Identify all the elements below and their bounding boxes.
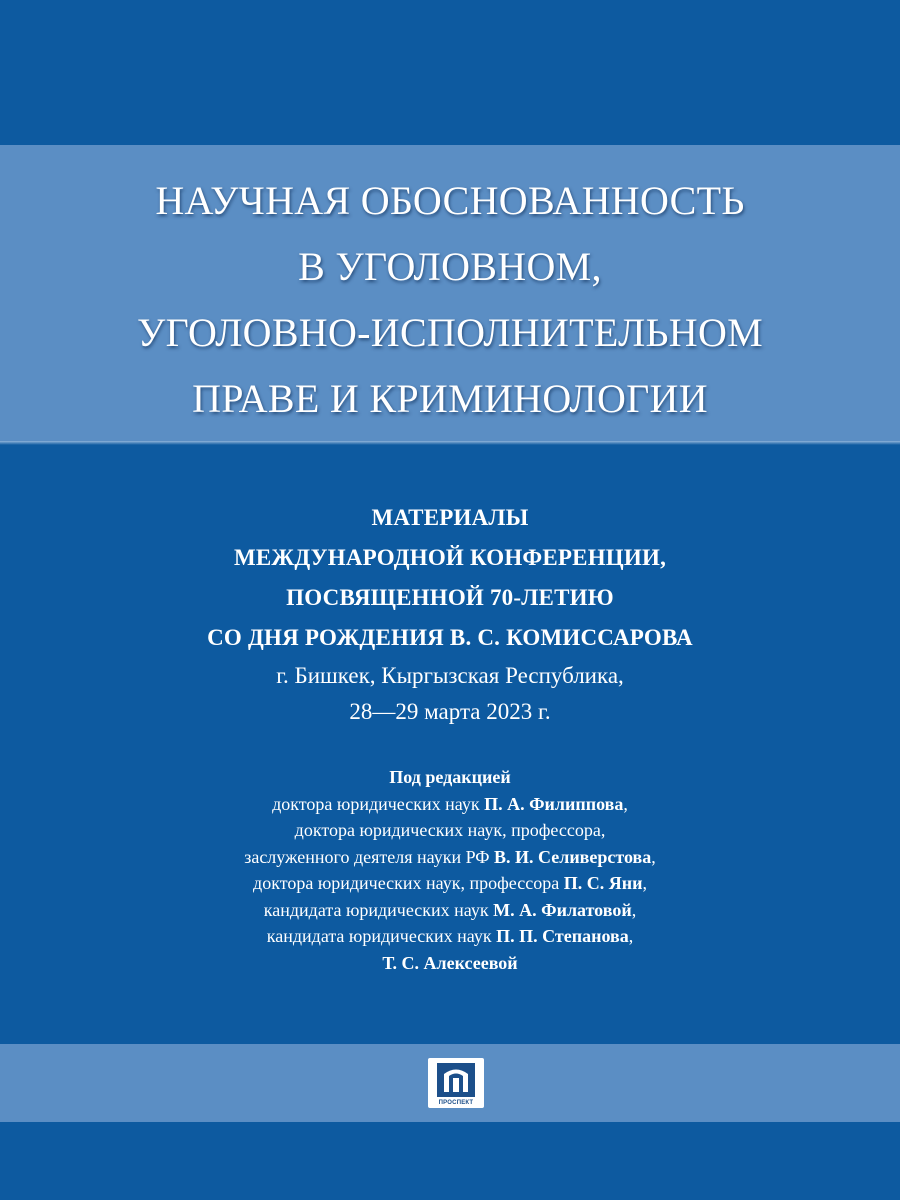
place-line: г. Бишкек, Кыргызская Республика, [276,663,624,688]
editor-punct: , [623,793,628,814]
editor-credentials: кандидата юридических наук [263,899,494,920]
editor-line [0,844,900,871]
editor-credentials: доктора юридических наук [272,793,485,814]
conference-subtitle [0,498,900,658]
subtitle-line: СО ДНЯ РОЖДЕНИЯ В. С. КОМИССАРОВА [207,625,693,650]
title-line: ПРАВЕ И КРИМИНОЛОГИИ [192,376,708,421]
subtitle-line: МАТЕРИАЛЫ [371,505,529,530]
editor-punct: , [631,899,637,920]
book-title [0,168,900,432]
editor-line [0,817,900,844]
editor-credentials: заслуженного деятеля науки РФ [244,846,494,867]
subtitle-line: МЕЖДУНАРОДНОЙ КОНФЕРЕНЦИИ, [233,545,667,570]
publisher-logo [428,1058,484,1108]
building-columns-icon [436,1062,476,1098]
title-line: УГОЛОВНО-ИСПОЛНИТЕЛЬНОМ [136,310,764,355]
editor-line [0,923,900,950]
title-line: НАУЧНАЯ ОБОСНОВАННОСТЬ [155,178,745,223]
editor-name: В. И. Селиверстова [494,846,652,867]
title-line: В УГОЛОВНОМ, [298,244,602,289]
editor-line [0,791,900,818]
publisher-name: ПРОСПЕКТ [438,1100,474,1106]
editor-credentials: доктора юридических наук, профессора, [294,820,606,840]
editor-line [0,950,900,977]
editors-heading: Под редакцией [389,767,511,787]
editor-name: М. А. Филатовой [493,899,632,920]
editor-punct: , [628,926,634,946]
editor-line [0,897,900,924]
editor-line [0,870,900,897]
editor-punct: , [651,846,656,867]
editor-name: Т. С. Алексеевой [382,952,518,973]
editors-block [0,764,900,976]
date-line: 28—29 марта 2023 г. [349,699,551,724]
editor-name: П. П. Степанова [496,926,629,946]
editor-punct: , [642,873,647,893]
editor-name: П. С. Яни [563,873,643,893]
conference-place-date [0,658,900,730]
subtitle-line: ПОСВЯЩЕННОЙ 70-ЛЕТИЮ [286,585,614,610]
editor-credentials: кандидата юридических наук [266,926,497,946]
editor-name: П. А. Филиппова [484,793,624,814]
editor-credentials: доктора юридических наук, профессора [253,873,564,893]
